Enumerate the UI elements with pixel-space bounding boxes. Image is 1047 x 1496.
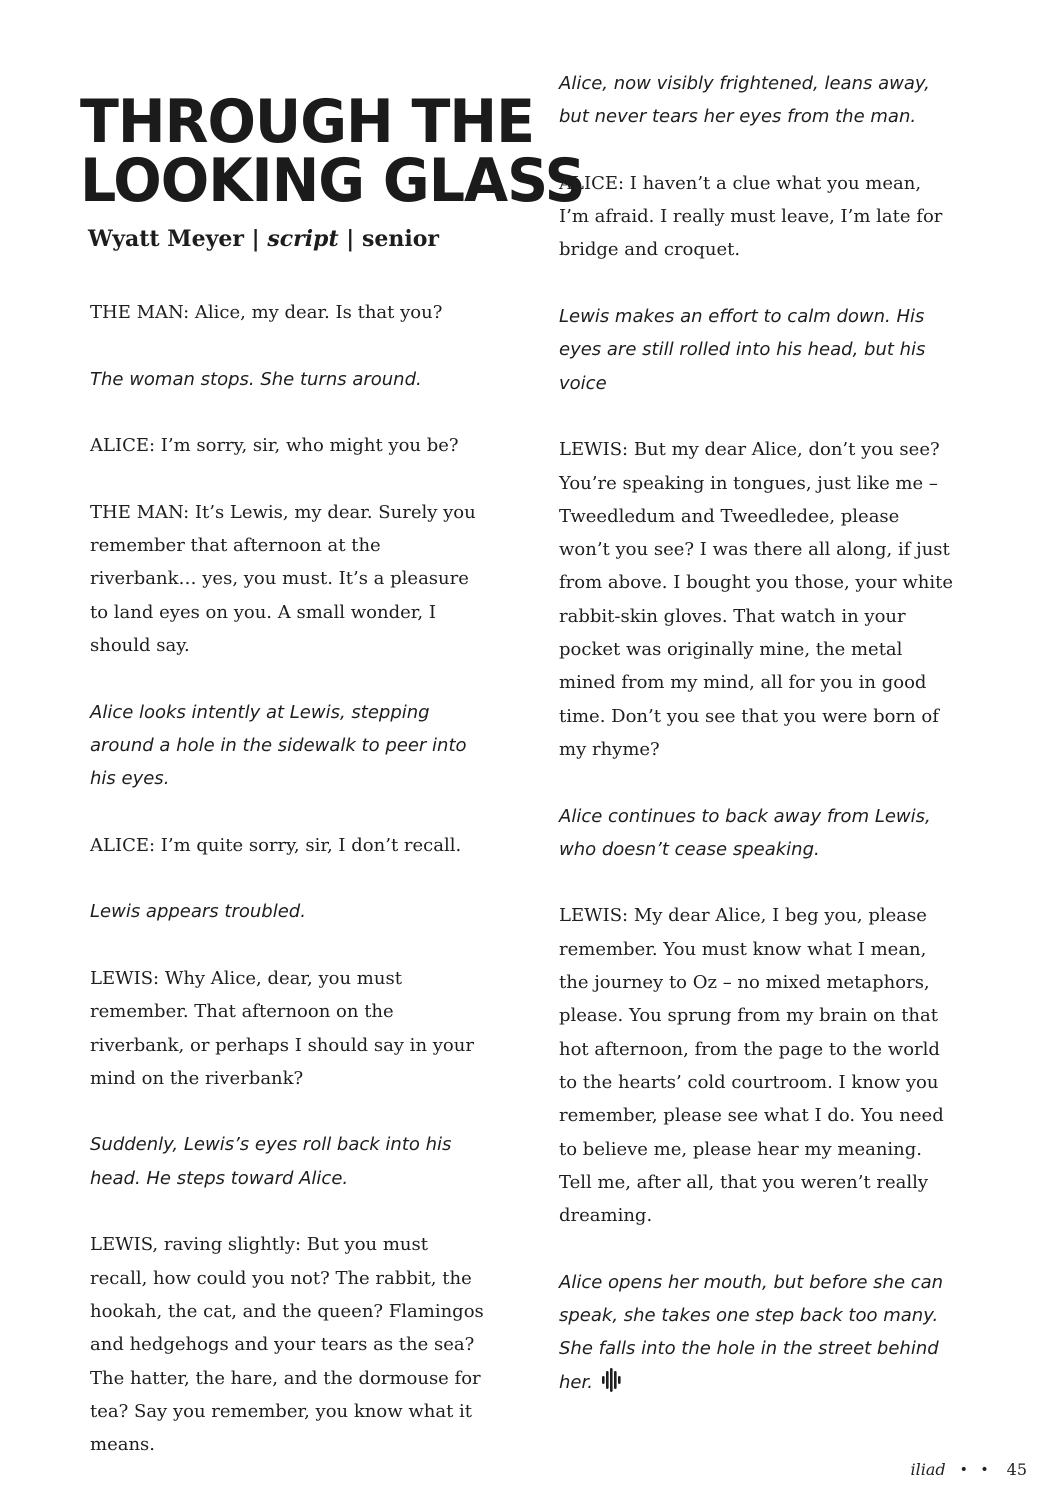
paragraph-text: ALICE: I haven’t a clue what you mean, I’m afraid. I really must leave, I’m late for bridge and croquet. (559, 172, 943, 261)
paragraph-text: LEWIS, raving slightly: But you must recall, how could you not? The rabbit, the hookah, the cat, and the queen? Flamingos and hedgehogs and your tears as the sea? The hatter, the hare, and the dormouse for tea? Say you remember, you know what it means. (90, 1234, 484, 1456)
paragraph-text: Alice, now visibly frightened, leans away, but never tears her eyes from the man. (559, 73, 930, 128)
stage-direction (90, 1128, 485, 1195)
paragraph-text: ALICE: I’m quite sorry, sir, I don’t recall. (90, 834, 462, 856)
paragraph-text: LEWIS: My dear Alice, I beg you, please remember. You must know what I mean, the journey to Oz – no mixed metaphors, please. You sprung from my brain on that hot afternoon, from the page to the world to the hearts’ cold courtroom. I know you remember, please see what I do. You need to believe me, please hear my meaning. Tell me, after all, that you weren’t really dreaming. (559, 905, 944, 1227)
end-of-piece-icon (601, 1368, 623, 1392)
paragraph-text: Lewis appears troubled. (90, 901, 306, 923)
paragraph-text: Alice looks intently at Lewis, stepping around a hole in the sidewalk to peer into his eyes. (90, 701, 467, 790)
dialogue-line (90, 1228, 485, 1461)
byline-separator: | (251, 226, 260, 252)
stage-direction (90, 895, 485, 928)
page-footer (911, 1460, 1027, 1479)
byline (88, 226, 439, 252)
stage-direction (559, 67, 954, 134)
stage-direction (90, 696, 485, 796)
script-column-left (90, 296, 485, 1495)
magazine-name: iliad (910, 1460, 946, 1479)
paragraph-text: Alice opens her mouth, but before she can speak, she takes one step back too many. She falls into the hole in the street behind her. (559, 1271, 944, 1393)
paragraph-text: LEWIS: Why Alice, dear, you must remember. That afternoon on the riverbank, or perhaps I should say in your mind on the riverbank? (90, 967, 474, 1089)
paragraph-text: The woman stops. She turns around. (90, 368, 422, 390)
grade-label: senior (361, 226, 439, 252)
page-number: 45 (1006, 1460, 1027, 1479)
dialogue-line (90, 429, 485, 462)
paragraph-text: ALICE: I’m sorry, sir, who might you be? (90, 435, 459, 457)
paragraph-text: LEWIS: But my dear Alice, don’t you see? You’re speaking in tongues, just like me – Tweedledum and Tweedledee, please won’t you see? I was there all along, if just from above. I bought you those, your white rabbit-skin gloves. That watch in your pocket was originally mine, the metal mined from my mind, all for you in good time. Don’t you see that you were born of my rhyme? (559, 439, 953, 760)
paragraph-text: THE MAN: Alice, my dear. Is that you? (90, 302, 443, 323)
genre-label: script (267, 226, 339, 252)
paragraph-text: Alice continues to back away from Lewis, who doesn’t cease speaking. (559, 805, 931, 860)
dialogue-line (90, 496, 485, 662)
dialogue-line (90, 829, 485, 862)
stage-direction (90, 363, 485, 396)
byline-separator: | (346, 226, 355, 252)
title-line-2: LOOKING GLASS (80, 147, 585, 216)
dialogue-line (559, 433, 954, 766)
dialogue-line (90, 296, 485, 329)
paragraph-text: Lewis makes an effort to calm down. His eyes are still rolled into his head, but his voice (559, 306, 926, 394)
title-line-1: THROUGH THE (80, 87, 535, 157)
stage-direction (559, 1266, 954, 1399)
dialogue-line (90, 962, 485, 1095)
script-column-right (559, 67, 954, 1432)
paragraph-text: THE MAN: It’s Lewis, my dear. Surely you remember that afternoon at the riverbank… yes, you must. It’s a pleasure to land eyes on you. A small wonder, I should say. (90, 501, 476, 656)
author-name: Wyatt Meyer (88, 226, 244, 252)
page-title (80, 87, 585, 216)
dialogue-line (559, 167, 954, 267)
paragraph-text: Suddenly, Lewis’s eyes roll back into his head. He steps toward Alice. (90, 1134, 452, 1189)
stage-direction (559, 300, 954, 400)
stage-direction (559, 800, 954, 867)
footer-dots: • • (959, 1461, 993, 1478)
dialogue-line (559, 899, 954, 1232)
